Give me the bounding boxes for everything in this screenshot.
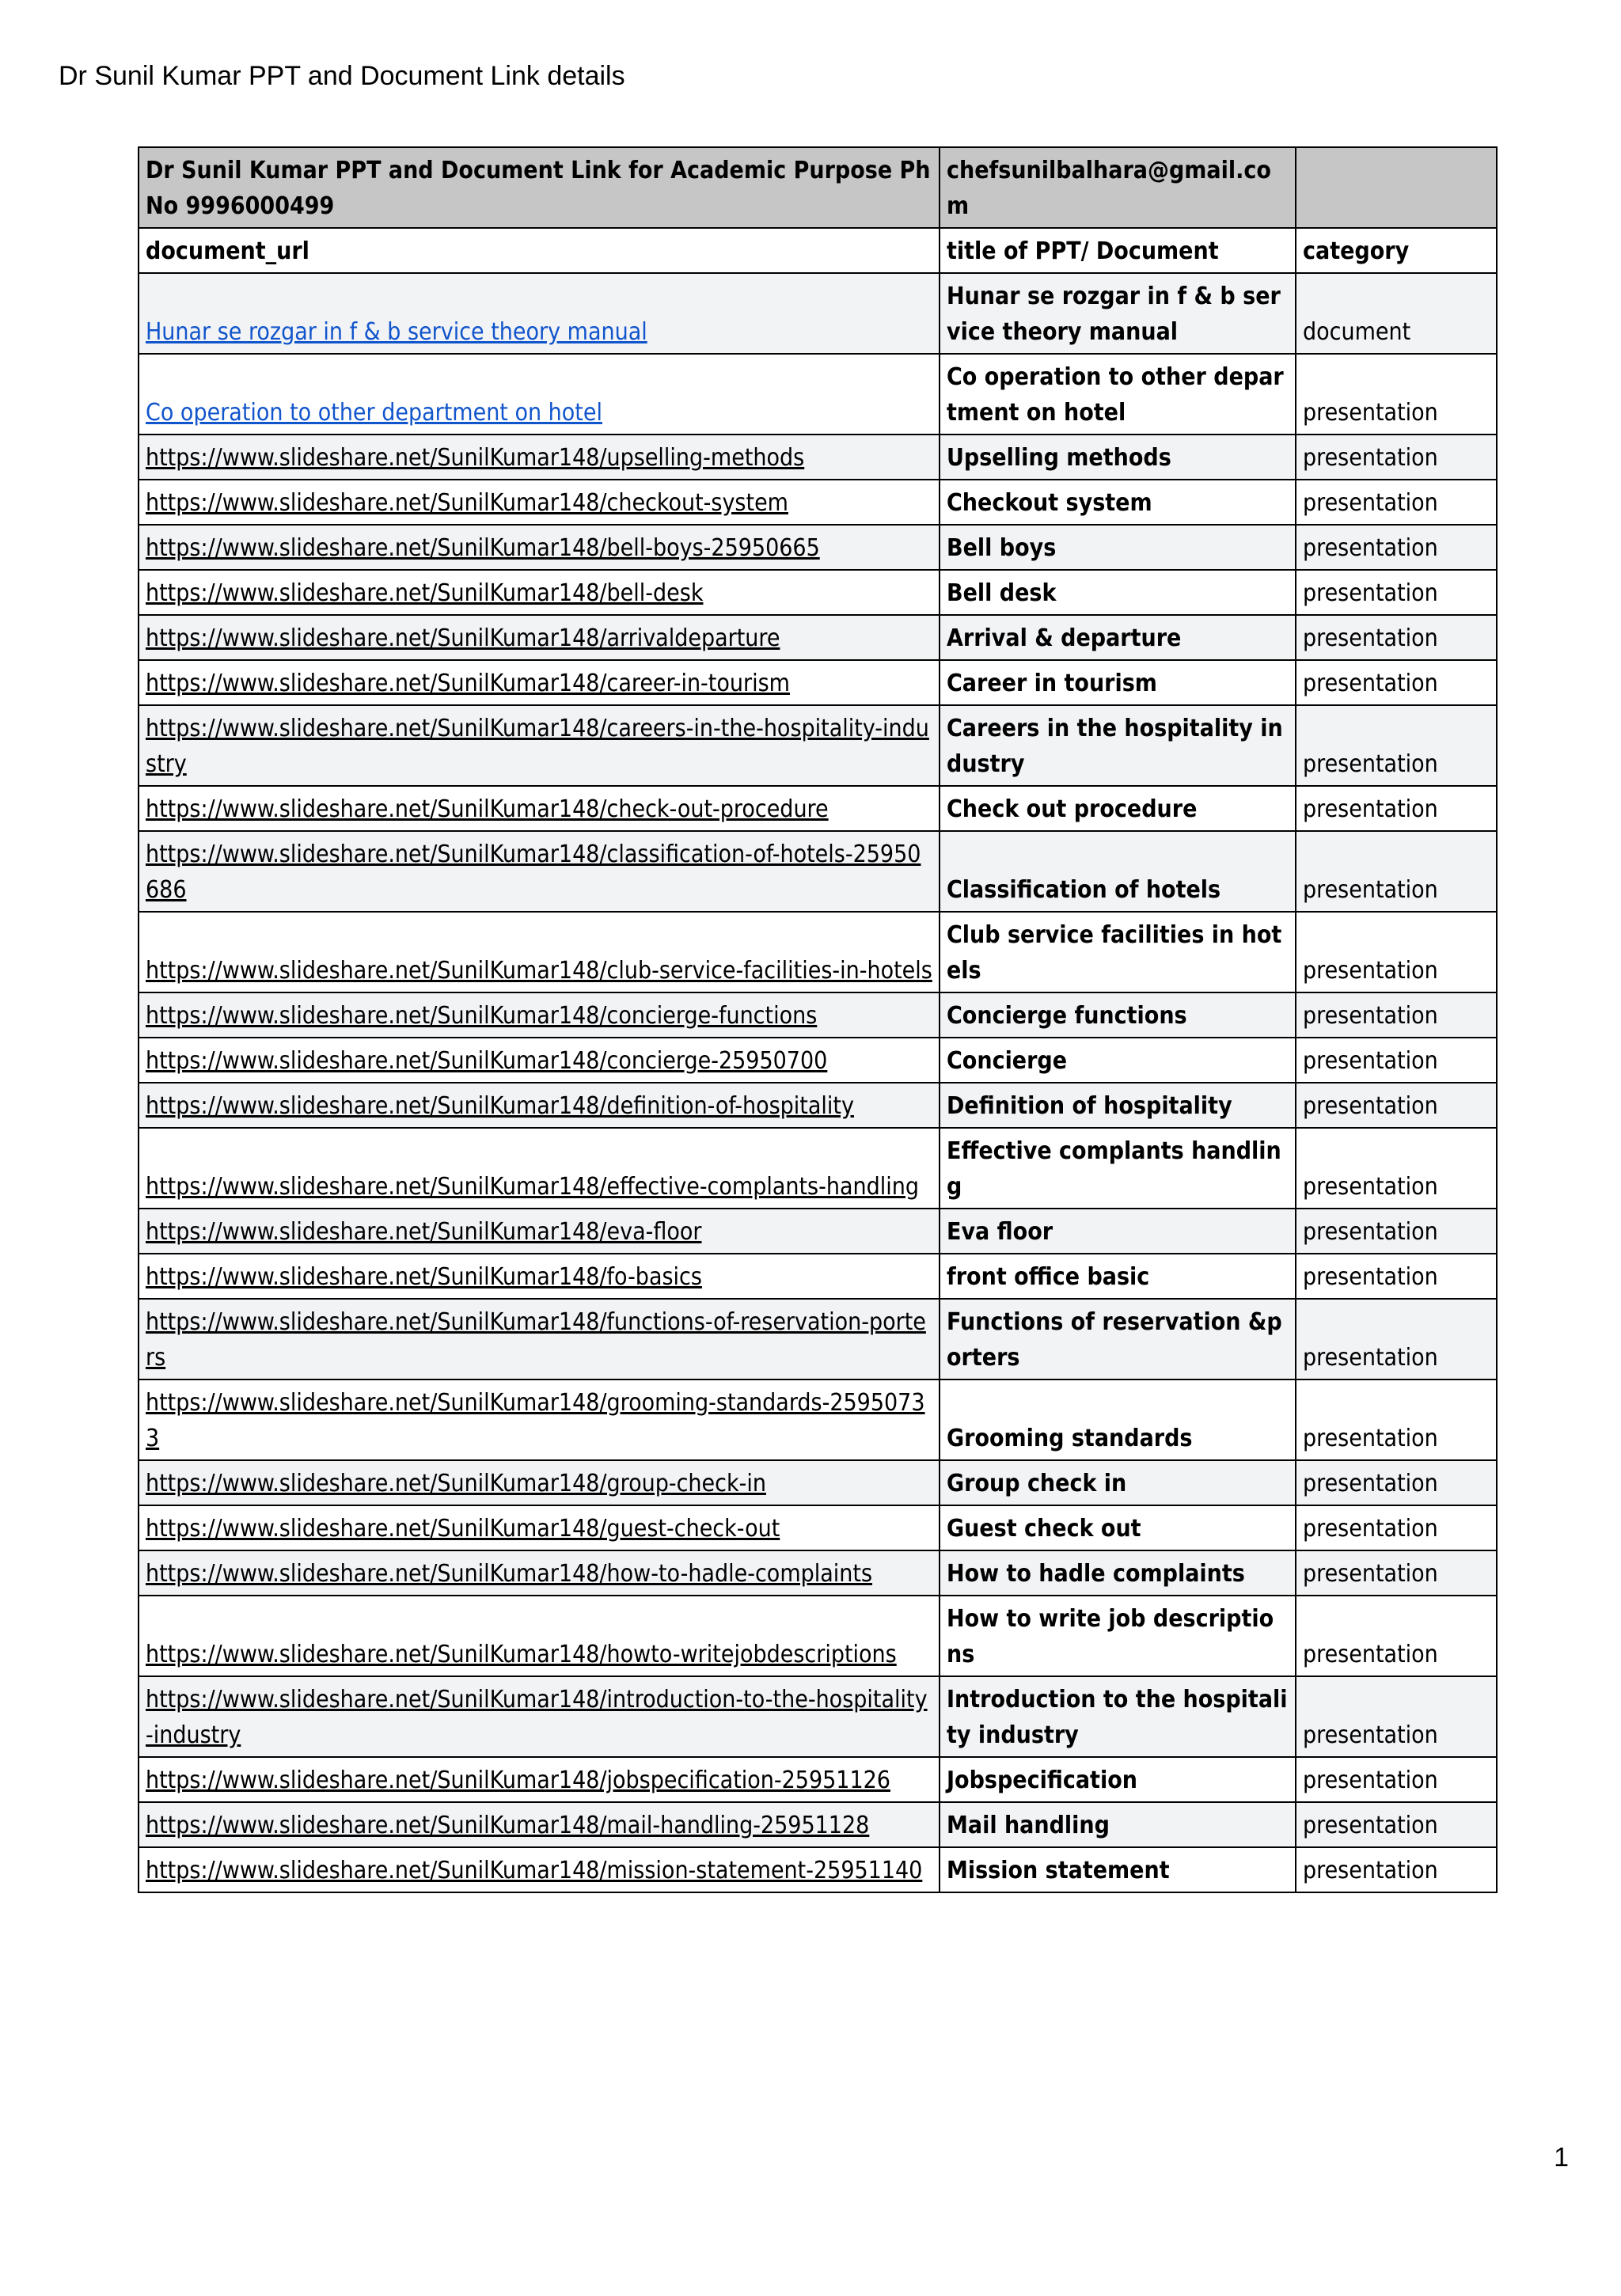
table-row [139,1209,1497,1254]
table-row [139,1460,1497,1505]
table-row [139,992,1497,1038]
page-header: Dr Sunil Kumar PPT and Document Link details [59,61,625,91]
url-cell [139,831,940,912]
table-row [139,1550,1497,1596]
title-cell: Career in tourism [940,660,1296,705]
url-cell [139,1083,940,1128]
title-cell: Bell desk [940,570,1296,615]
url-cell [139,786,940,831]
url-cell [139,273,940,354]
category-cell: presentation [1296,1254,1497,1299]
table-row [139,1083,1497,1128]
url-cell [139,1254,940,1299]
url-cell [139,1676,940,1757]
document-link[interactable]: https://www.slideshare.net/SunilKumar148/bell-boys-25950665 [146,534,820,562]
document-link[interactable]: https://www.slideshare.net/SunilKumar148/bell-desk [146,579,704,607]
title-cell: Careers in the hospitality industry [940,705,1296,786]
document-link[interactable]: https://www.slideshare.net/SunilKumar148/howto-writejobdescriptions [146,1641,897,1668]
table-header-row [139,228,1497,273]
title-cell: Club service facilities in hotels [940,912,1296,992]
title-cell: Hunar se rozgar in f & b service theory manual [940,273,1296,354]
document-link[interactable]: https://www.slideshare.net/SunilKumar148/eva-floor [146,1218,702,1246]
category-cell: presentation [1296,705,1497,786]
document-link[interactable]: https://www.slideshare.net/SunilKumar148/arrivaldeparture [146,624,780,652]
category-cell: presentation [1296,1550,1497,1596]
category-cell: presentation [1296,354,1497,435]
table-row [139,1676,1497,1757]
category-cell: presentation [1296,1460,1497,1505]
document-link[interactable]: https://www.slideshare.net/SunilKumar148/functions-of-reservation-porters [146,1308,926,1372]
table-row [139,1505,1497,1550]
title-cell: Definition of hospitality [940,1083,1296,1128]
title-cell: Concierge [940,1038,1296,1083]
url-cell [139,1460,940,1505]
table-row [139,1128,1497,1209]
table-row [139,435,1497,480]
document-link[interactable]: https://www.slideshare.net/SunilKumar148/grooming-standards-25950733 [146,1389,925,1452]
url-cell [139,660,940,705]
table-row [139,831,1497,912]
category-cell: document [1296,273,1497,354]
url-cell [139,1128,940,1209]
document-link[interactable]: https://www.slideshare.net/SunilKumar148/fo-basics [146,1263,702,1291]
category-cell: presentation [1296,480,1497,525]
title-cell: Introduction to the hospitality industry [940,1676,1296,1757]
category-cell: presentation [1296,1128,1497,1209]
url-cell [139,1505,940,1550]
category-cell: presentation [1296,615,1497,660]
table-row [139,1254,1497,1299]
category-cell: presentation [1296,831,1497,912]
title-cell: Eva floor [940,1209,1296,1254]
url-cell [139,1847,940,1892]
document-link[interactable]: https://www.slideshare.net/SunilKumar148/check-out-procedure [146,795,829,823]
table-banner-row [139,147,1497,228]
column-header-title: title of PPT/ Document [940,228,1296,273]
document-link[interactable]: https://www.slideshare.net/SunilKumar148/guest-check-out [146,1515,780,1543]
category-cell: presentation [1296,1676,1497,1757]
table-row [139,570,1497,615]
table-row [139,705,1497,786]
title-cell: Jobspecification [940,1757,1296,1802]
document-link[interactable]: https://www.slideshare.net/SunilKumar148/introduction-to-the-hospitality-industry [146,1686,928,1749]
category-cell: presentation [1296,1505,1497,1550]
document-link[interactable]: https://www.slideshare.net/SunilKumar148/how-to-hadle-complaints [146,1560,873,1588]
table-row [139,1299,1497,1379]
page-number: 1 [1554,2142,1569,2173]
table-row [139,660,1497,705]
document-link[interactable]: https://www.slideshare.net/SunilKumar148/effective-complants-handling [146,1173,920,1201]
table-row [139,1847,1497,1892]
column-header-url: document_url [139,228,940,273]
document-link[interactable]: Co operation to other department on hotel [146,399,602,427]
url-cell [139,354,940,435]
document-link[interactable]: https://www.slideshare.net/SunilKumar148/concierge-25950700 [146,1047,828,1075]
table-row [139,615,1497,660]
table-row [139,912,1497,992]
table-row [139,1038,1497,1083]
category-cell: presentation [1296,1379,1497,1460]
category-cell: presentation [1296,1847,1497,1892]
category-cell: presentation [1296,1596,1497,1676]
table-row [139,1596,1497,1676]
url-cell [139,435,940,480]
table-row [139,480,1497,525]
title-cell: Grooming standards [940,1379,1296,1460]
table-row [139,786,1497,831]
category-cell: presentation [1296,786,1497,831]
category-cell: presentation [1296,1038,1497,1083]
url-cell [139,1299,940,1379]
url-cell [139,1757,940,1802]
title-cell: How to write job descriptions [940,1596,1296,1676]
category-cell: presentation [1296,660,1497,705]
category-cell: presentation [1296,570,1497,615]
title-cell: How to hadle complaints [940,1550,1296,1596]
title-cell: Co operation to other department on hotel [940,354,1296,435]
url-cell [139,570,940,615]
table-row [139,1757,1497,1802]
document-link[interactable]: https://www.slideshare.net/SunilKumar148/checkout-system [146,489,788,517]
category-cell: presentation [1296,1757,1497,1802]
url-cell [139,1596,940,1676]
document-link[interactable]: https://www.slideshare.net/SunilKumar148/jobspecification-25951126 [146,1767,890,1794]
banner-title: Dr Sunil Kumar PPT and Document Link for Academic Purpose Ph No 9996000499 [139,147,940,228]
title-cell: Guest check out [940,1505,1296,1550]
document-link[interactable]: https://www.slideshare.net/SunilKumar148/classification-of-hotels-25950686 [146,841,921,904]
url-cell [139,1038,940,1083]
category-cell: presentation [1296,525,1497,570]
url-cell [139,525,940,570]
document-link[interactable]: https://www.slideshare.net/SunilKumar148/mission-statement-25951140 [146,1857,923,1884]
title-cell: Check out procedure [940,786,1296,831]
banner-empty-cell [1296,147,1497,228]
table-row [139,1802,1497,1847]
document-link[interactable]: https://www.slideshare.net/SunilKumar148/upselling-methods [146,444,805,472]
document-link[interactable]: https://www.slideshare.net/SunilKumar148/concierge-functions [146,1002,818,1030]
title-cell: Classification of hotels [940,831,1296,912]
table-row [139,525,1497,570]
table-row [139,354,1497,435]
title-cell: Mission statement [940,1847,1296,1892]
document-link[interactable]: https://www.slideshare.net/SunilKumar148/group-check-in [146,1470,766,1497]
column-header-category: category [1296,228,1497,273]
title-cell: Functions of reservation &porters [940,1299,1296,1379]
document-link[interactable]: https://www.slideshare.net/SunilKumar148/career-in-tourism [146,670,790,697]
document-link[interactable]: https://www.slideshare.net/SunilKumar148/careers-in-the-hospitality-industry [146,715,929,778]
title-cell: Concierge functions [940,992,1296,1038]
banner-email: chefsunilbalhara@gmail.com [940,147,1296,228]
title-cell: Upselling methods [940,435,1296,480]
url-cell [139,1802,940,1847]
category-cell: presentation [1296,1083,1497,1128]
document-link[interactable]: https://www.slideshare.net/SunilKumar148/club-service-facilities-in-hotels [146,957,932,985]
title-cell: Checkout system [940,480,1296,525]
table-row [139,1379,1497,1460]
url-cell [139,480,940,525]
title-cell: Mail handling [940,1802,1296,1847]
table-row [139,273,1497,354]
category-cell: presentation [1296,1299,1497,1379]
document-link[interactable]: Hunar se rozgar in f & b service theory manual [146,318,647,346]
title-cell: Group check in [940,1460,1296,1505]
category-cell: presentation [1296,1802,1497,1847]
url-cell [139,992,940,1038]
category-cell: presentation [1296,435,1497,480]
url-cell [139,1209,940,1254]
url-cell [139,1379,940,1460]
document-link-table [138,146,1498,1893]
url-cell [139,615,940,660]
title-cell: Bell boys [940,525,1296,570]
document-link[interactable]: https://www.slideshare.net/SunilKumar148/definition-of-hospitality [146,1092,854,1120]
url-cell [139,705,940,786]
title-cell: Effective complants handling [940,1128,1296,1209]
title-cell: Arrival & departure [940,615,1296,660]
url-cell [139,912,940,992]
title-cell: front office basic [940,1254,1296,1299]
category-cell: presentation [1296,1209,1497,1254]
category-cell: presentation [1296,912,1497,992]
document-link[interactable]: https://www.slideshare.net/SunilKumar148/mail-handling-25951128 [146,1812,870,1839]
category-cell: presentation [1296,992,1497,1038]
url-cell [139,1550,940,1596]
